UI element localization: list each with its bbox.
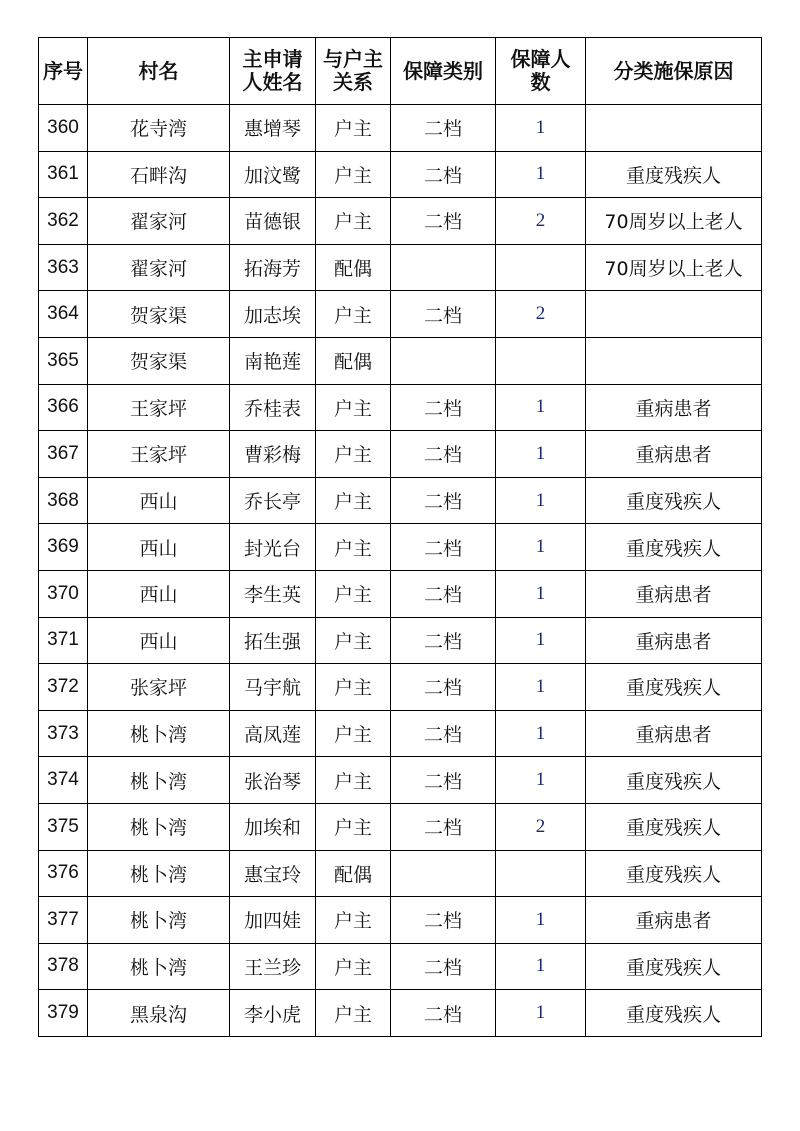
table-row xyxy=(39,384,762,431)
cell-category xyxy=(391,850,496,897)
cell-village: 张家坪 xyxy=(88,664,230,711)
header-seq: 序号 xyxy=(39,38,88,105)
table-row xyxy=(39,244,762,291)
cell-category: 二档 xyxy=(391,943,496,990)
header-count xyxy=(496,38,586,105)
cell-count xyxy=(496,244,586,291)
cell-relation: 户主 xyxy=(316,803,391,850)
table-row xyxy=(39,897,762,944)
cell-reason: 重度残疾人 xyxy=(586,943,762,990)
cell-village: 翟家河 xyxy=(88,198,230,245)
cell-seq: 360 xyxy=(39,105,88,152)
cell-reason: 重度残疾人 xyxy=(586,990,762,1037)
cell-reason: 重病患者 xyxy=(586,710,762,757)
table-row xyxy=(39,664,762,711)
cell-reason: 重病患者 xyxy=(586,384,762,431)
cell-count: 1 xyxy=(496,431,586,478)
cell-category: 二档 xyxy=(391,897,496,944)
cell-count: 1 xyxy=(496,897,586,944)
table-header-row xyxy=(39,38,762,105)
cell-seq: 374 xyxy=(39,757,88,804)
cell-village: 花寺湾 xyxy=(88,105,230,152)
cell-relation: 户主 xyxy=(316,664,391,711)
cell-seq: 363 xyxy=(39,244,88,291)
table-row xyxy=(39,803,762,850)
cell-count: 1 xyxy=(496,757,586,804)
cell-reason: 重度残疾人 xyxy=(586,803,762,850)
cell-count: 1 xyxy=(496,384,586,431)
cell-village: 贺家渠 xyxy=(88,337,230,384)
cell-count xyxy=(496,850,586,897)
cell-village: 西山 xyxy=(88,524,230,571)
cell-relation: 户主 xyxy=(316,943,391,990)
cell-count: 1 xyxy=(496,524,586,571)
cell-applicant-name: 加志埃 xyxy=(230,291,316,338)
cell-village: 黑泉沟 xyxy=(88,990,230,1037)
cell-category xyxy=(391,337,496,384)
cell-relation: 配偶 xyxy=(316,244,391,291)
cell-category: 二档 xyxy=(391,477,496,524)
cell-seq: 375 xyxy=(39,803,88,850)
cell-category: 二档 xyxy=(391,617,496,664)
cell-relation: 户主 xyxy=(316,617,391,664)
header-applicant xyxy=(230,38,316,105)
assistance-register-table xyxy=(38,37,762,1037)
cell-village: 桃卜湾 xyxy=(88,897,230,944)
cell-seq: 364 xyxy=(39,291,88,338)
cell-reason: 重病患者 xyxy=(586,431,762,478)
cell-village: 贺家渠 xyxy=(88,291,230,338)
cell-relation: 户主 xyxy=(316,897,391,944)
cell-reason: 重病患者 xyxy=(586,570,762,617)
cell-count: 1 xyxy=(496,710,586,757)
cell-category: 二档 xyxy=(391,431,496,478)
header-count-line: 保障人 xyxy=(510,47,571,71)
cell-seq: 366 xyxy=(39,384,88,431)
cell-reason: 重度残疾人 xyxy=(586,664,762,711)
cell-reason xyxy=(586,337,762,384)
cell-count xyxy=(496,337,586,384)
cell-seq: 378 xyxy=(39,943,88,990)
table-row xyxy=(39,105,762,152)
cell-count: 1 xyxy=(496,151,586,198)
cell-village: 桃卜湾 xyxy=(88,710,230,757)
cell-count: 2 xyxy=(496,803,586,850)
cell-reason: 重度残疾人 xyxy=(586,151,762,198)
header-applicant-line: 人姓名 xyxy=(242,70,303,94)
cell-count: 1 xyxy=(496,570,586,617)
cell-category: 二档 xyxy=(391,570,496,617)
cell-relation: 户主 xyxy=(316,990,391,1037)
cell-seq: 376 xyxy=(39,850,88,897)
cell-applicant-name: 南艳莲 xyxy=(230,337,316,384)
table-row xyxy=(39,617,762,664)
cell-applicant-name: 惠增琴 xyxy=(230,105,316,152)
cell-seq: 367 xyxy=(39,431,88,478)
cell-applicant-name: 加四娃 xyxy=(230,897,316,944)
cell-village: 翟家河 xyxy=(88,244,230,291)
cell-village: 桃卜湾 xyxy=(88,757,230,804)
table-row xyxy=(39,477,762,524)
cell-village: 桃卜湾 xyxy=(88,943,230,990)
cell-category: 二档 xyxy=(391,105,496,152)
cell-reason: 重度残疾人 xyxy=(586,477,762,524)
cell-category: 二档 xyxy=(391,990,496,1037)
header-category: 保障类别 xyxy=(391,38,496,105)
cell-count: 2 xyxy=(496,291,586,338)
cell-village: 王家坪 xyxy=(88,431,230,478)
cell-count: 1 xyxy=(496,664,586,711)
cell-applicant-name: 惠宝玲 xyxy=(230,850,316,897)
table-row xyxy=(39,850,762,897)
cell-relation: 户主 xyxy=(316,105,391,152)
cell-relation: 户主 xyxy=(316,384,391,431)
cell-reason xyxy=(586,105,762,152)
cell-reason xyxy=(586,291,762,338)
cell-count: 1 xyxy=(496,105,586,152)
cell-category: 二档 xyxy=(391,710,496,757)
table-body xyxy=(39,105,762,1037)
cell-seq: 368 xyxy=(39,477,88,524)
cell-seq: 369 xyxy=(39,524,88,571)
cell-category: 二档 xyxy=(391,757,496,804)
table-row xyxy=(39,710,762,757)
cell-applicant-name: 马宇航 xyxy=(230,664,316,711)
table-row xyxy=(39,198,762,245)
cell-seq: 362 xyxy=(39,198,88,245)
cell-reason: 70周岁以上老人 xyxy=(586,198,762,245)
cell-reason: 70周岁以上老人 xyxy=(586,244,762,291)
cell-applicant-name: 乔长亭 xyxy=(230,477,316,524)
cell-village: 桃卜湾 xyxy=(88,850,230,897)
header-relation-line: 关系 xyxy=(333,70,373,94)
cell-count: 1 xyxy=(496,617,586,664)
cell-applicant-name: 高凤莲 xyxy=(230,710,316,757)
cell-reason: 重度残疾人 xyxy=(586,757,762,804)
header-reason: 分类施保原因 xyxy=(586,38,762,105)
table-row xyxy=(39,757,762,804)
cell-applicant-name: 乔桂表 xyxy=(230,384,316,431)
cell-category xyxy=(391,244,496,291)
header-relation-line: 与户主 xyxy=(323,47,383,71)
cell-applicant-name: 李小虎 xyxy=(230,990,316,1037)
header-village: 村名 xyxy=(88,38,230,105)
cell-applicant-name: 曹彩梅 xyxy=(230,431,316,478)
header-relation xyxy=(316,38,391,105)
table-row xyxy=(39,337,762,384)
cell-count: 2 xyxy=(496,198,586,245)
cell-relation: 户主 xyxy=(316,757,391,804)
cell-category: 二档 xyxy=(391,198,496,245)
cell-village: 石畔沟 xyxy=(88,151,230,198)
cell-category: 二档 xyxy=(391,803,496,850)
cell-category: 二档 xyxy=(391,664,496,711)
cell-relation: 户主 xyxy=(316,198,391,245)
cell-category: 二档 xyxy=(391,151,496,198)
header-applicant-line: 主申请 xyxy=(242,47,303,71)
cell-village: 西山 xyxy=(88,570,230,617)
cell-category: 二档 xyxy=(391,384,496,431)
cell-count: 1 xyxy=(496,943,586,990)
cell-reason: 重病患者 xyxy=(586,897,762,944)
cell-seq: 365 xyxy=(39,337,88,384)
cell-village: 王家坪 xyxy=(88,384,230,431)
cell-applicant-name: 拓生强 xyxy=(230,617,316,664)
cell-applicant-name: 加埃和 xyxy=(230,803,316,850)
table-row xyxy=(39,151,762,198)
cell-relation: 户主 xyxy=(316,431,391,478)
cell-seq: 379 xyxy=(39,990,88,1037)
cell-relation: 户主 xyxy=(316,710,391,757)
cell-applicant-name: 李生英 xyxy=(230,570,316,617)
table-row xyxy=(39,990,762,1037)
cell-seq: 372 xyxy=(39,664,88,711)
cell-relation: 户主 xyxy=(316,291,391,338)
table-row xyxy=(39,943,762,990)
header-count-line: 数 xyxy=(530,70,551,94)
cell-village: 桃卜湾 xyxy=(88,803,230,850)
cell-category: 二档 xyxy=(391,524,496,571)
cell-applicant-name: 封光台 xyxy=(230,524,316,571)
cell-seq: 373 xyxy=(39,710,88,757)
cell-seq: 377 xyxy=(39,897,88,944)
cell-applicant-name: 张治琴 xyxy=(230,757,316,804)
cell-reason: 重度残疾人 xyxy=(586,524,762,571)
cell-count: 1 xyxy=(496,477,586,524)
cell-reason: 重病患者 xyxy=(586,617,762,664)
cell-relation: 配偶 xyxy=(316,337,391,384)
cell-applicant-name: 加汶鹭 xyxy=(230,151,316,198)
cell-category: 二档 xyxy=(391,291,496,338)
table-row xyxy=(39,524,762,571)
cell-applicant-name: 苗德银 xyxy=(230,198,316,245)
cell-relation: 户主 xyxy=(316,570,391,617)
cell-relation: 户主 xyxy=(316,151,391,198)
document-page xyxy=(38,37,761,1037)
cell-village: 西山 xyxy=(88,477,230,524)
cell-count: 1 xyxy=(496,990,586,1037)
cell-applicant-name: 拓海芳 xyxy=(230,244,316,291)
cell-applicant-name: 王兰珍 xyxy=(230,943,316,990)
table-row xyxy=(39,431,762,478)
cell-reason: 重度残疾人 xyxy=(586,850,762,897)
cell-seq: 371 xyxy=(39,617,88,664)
table-row xyxy=(39,291,762,338)
cell-relation: 户主 xyxy=(316,524,391,571)
table-row xyxy=(39,570,762,617)
cell-seq: 370 xyxy=(39,570,88,617)
cell-relation: 户主 xyxy=(316,477,391,524)
cell-relation: 配偶 xyxy=(316,850,391,897)
cell-seq: 361 xyxy=(39,151,88,198)
cell-village: 西山 xyxy=(88,617,230,664)
